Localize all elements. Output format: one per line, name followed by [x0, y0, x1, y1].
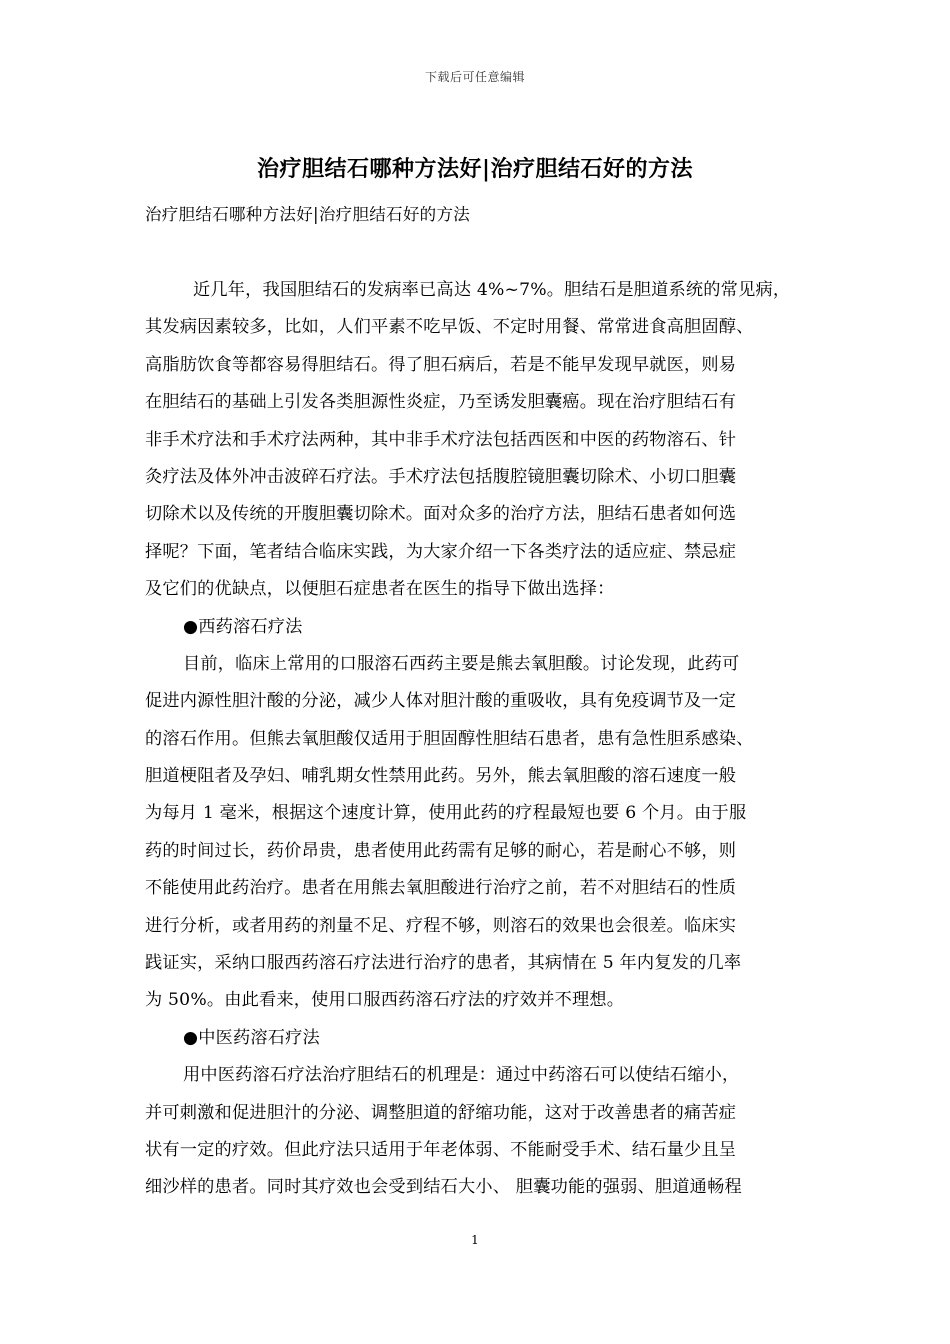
document-title: 治疗胆结石哪种方法好|治疗胆结石好的方法 [256, 156, 693, 182]
body-line: 目前，临床上常用的口服溶石西药主要是熊去氧胆酸。讨论发现，此药可 [183, 653, 740, 674]
body-line: 其发病因素较多，比如，人们平素不吃早饭、不定时用餐、常常进食高胆固醇、 [145, 317, 754, 338]
section-heading: ●西药溶石疗法 [183, 616, 303, 637]
body-line: 胆道梗阻者及孕妇、哺乳期女性禁用此药。另外，熊去氧胆酸的溶石速度一般 [145, 766, 737, 787]
body-line: 在胆结石的基础上引发各类胆源性炎症，乃至诱发胆囊癌。现在治疗胆结石有 [145, 392, 737, 413]
body-text [145, 272, 820, 1207]
body-line: 进行分析，或者用药的剂量不足、疗程不够，则溶石的效果也会很差。临床实 [145, 915, 737, 936]
section-heading: ●中医药溶石疗法 [183, 1027, 320, 1048]
body-line: 的溶石作用。但熊去氧胆酸仅适用于胆固醇性胆结石患者，患有急性胆系感染、 [145, 728, 754, 749]
body-line: 非手术疗法和手术疗法两种，其中非手术疗法包括西医和中医的药物溶石、针 [145, 429, 737, 450]
body-line: 灸疗法及体外冲击波碎石疗法。手术疗法包括腹腔镜胆囊切除术、小切口胆囊 [145, 466, 737, 487]
body-line: 择呢？下面，笔者结合临床实践，为大家介绍一下各类疗法的适应症、禁忌症 [145, 541, 737, 562]
body-line: 不能使用此药治疗。患者在用熊去氧胆酸进行治疗之前，若不对胆结石的性质 [145, 878, 737, 899]
body-line: 高脂肪饮食等都容易得胆结石。得了胆石病后，若是不能早发现早就医，则易 [145, 354, 737, 375]
document-subtitle: 治疗胆结石哪种方法好|治疗胆结石好的方法 [145, 205, 471, 224]
body-line: 药的时间过长，药价昂贵，患者使用此药需有足够的耐心，若是耐心不够，则 [145, 840, 737, 861]
header-note: 下载后可任意编辑 [424, 70, 525, 84]
body-line: 并可刺激和促进胆汁的分泌、调整胆道的舒缩功能，这对于改善患者的痛苦症 [145, 1102, 737, 1123]
body-line: 用中医药溶石疗法治疗胆结石的机理是：通过中药溶石可以使结石缩小， [183, 1065, 740, 1086]
body-line: 为每月 1 毫米，根据这个速度计算，使用此药的疗程最短也要 6 个月。由于服 [145, 803, 747, 824]
body-line: 细沙样的患者。同时其疗效也会受到结石大小、 胆囊功能的强弱、胆道通畅程 [145, 1177, 742, 1198]
body-line: 近几年，我国胆结石的发病率已高达 4%~7%。胆结石是胆道系统的常见病， [193, 280, 791, 300]
page-number: 1 [471, 1233, 479, 1247]
body-line: 状有一定的疗效。但此疗法只适用于年老体弱、不能耐受手术、结石量少且呈 [145, 1139, 737, 1160]
body-line: 促进内源性胆汁酸的分泌，减少人体对胆汁酸的重吸收，具有免疫调节及一定 [145, 691, 737, 712]
body-line: 及它们的优缺点，以便胆石症患者在医生的指导下做出选择： [145, 579, 615, 600]
body-line: 切除术以及传统的开腹胆囊切除术。面对众多的治疗方法，胆结石患者如何选 [145, 504, 737, 525]
body-line: 践证实，采纳口服西药溶石疗法进行治疗的患者，其病情在 5 年内复发的几率 [145, 953, 742, 974]
body-line: 为 50%。由此看来，使用口服西药溶石疗法的疗效并不理想。 [145, 990, 625, 1011]
